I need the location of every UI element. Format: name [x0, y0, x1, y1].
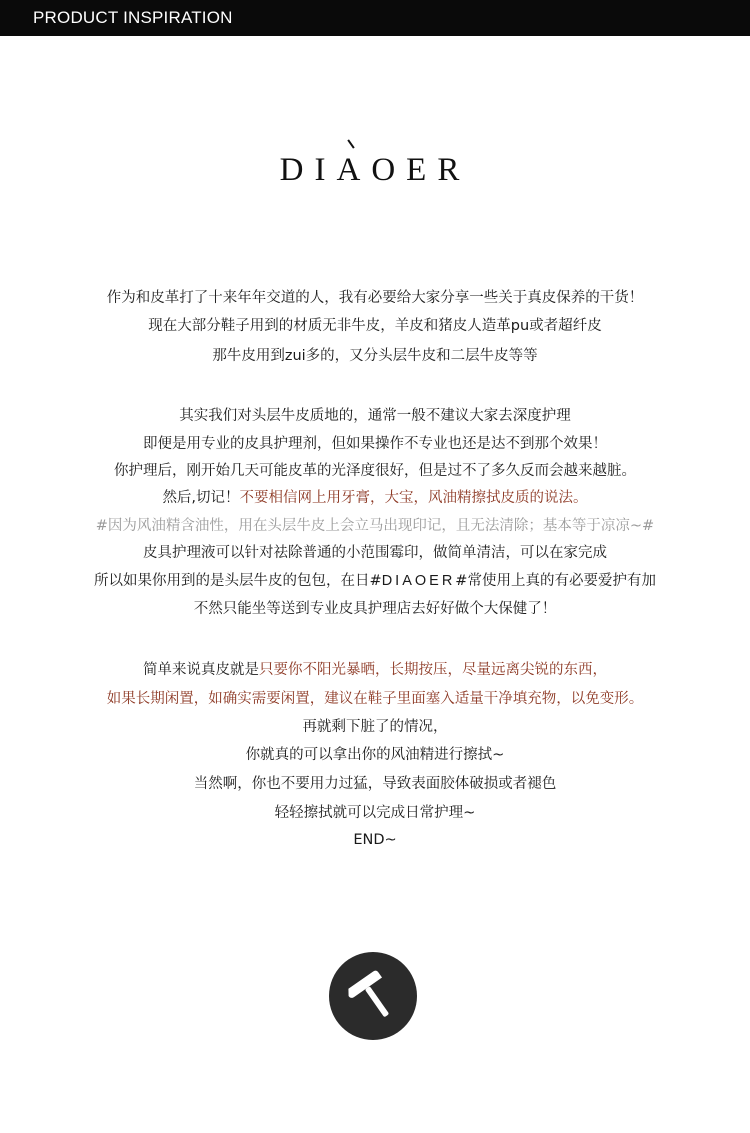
- intro-line-3: 那牛皮用到zui多的，又分头层牛皮和二层牛皮等等: [212, 348, 538, 364]
- tips-highlight-1: 只要你不阳光暴晒，长期按压，尽量远离尖锐的东西，: [259, 662, 607, 678]
- care-note: #因为风油精含油性，用在头层牛皮上会立马出现印记，且无法清除；基本等于凉凉~#: [95, 518, 655, 534]
- hammer-icon: [329, 952, 417, 1040]
- care-line-8: 不然只能坐等送到专业皮具护理店去好好做个大保健了！: [193, 601, 557, 617]
- tips-line-5: 当然啊，你也不要用力过猛，导致表面胶体破损或者褪色: [193, 776, 557, 792]
- care-line-7-lead: 所以如果你用到的是头层牛皮的包包，在日#: [94, 573, 382, 589]
- tips-line-1: [0, 660, 750, 680]
- care-line-6: 皮具护理液可以针对祛除普通的小范围霉印，做简单清洁，可以在家完成: [143, 545, 607, 561]
- care-line-4-lead: 然后,切记！: [162, 490, 240, 506]
- care-line-3: 你护理后，刚开始几天可能皮革的光泽度很好，但是过不了多久反而会越来越脏。: [114, 463, 636, 479]
- care-line-1: 其实我们对头层牛皮质地的，通常一般不建议大家去深度护理: [179, 408, 571, 424]
- tips-line-3: 再就剩下脏了的情况，: [302, 719, 448, 735]
- intro-line-1: 作为和皮革打了十来年年交道的人，我有必要给大家分享一些关于真皮保养的干货！: [106, 290, 644, 306]
- care-warning: 不要相信网上用牙膏，大宝，风油精擦拭皮质的说法。: [239, 490, 588, 506]
- brand-logo-text: DIA OER: [280, 152, 471, 188]
- intro-line-2: 现在大部分鞋子用到的材质无非牛皮，羊皮和猪皮人造革pu或者超纤皮: [148, 318, 602, 334]
- care-line-7-tail: #常使用上真的有必要爱护有加: [455, 573, 656, 589]
- care-line-2: 即便是用专业的皮具护理剂，但如果操作不专业也还是达不到那个效果！: [143, 436, 607, 452]
- tips-highlight-2: 如果长期闲置，如确实需要闲置，建议在鞋子里面塞入适量干净填充物，以免变形。: [106, 691, 644, 707]
- header-title: PRODUCT INSPIRATION: [33, 8, 233, 27]
- header-bar: [0, 0, 750, 36]
- hammer-badge: [329, 952, 417, 1040]
- care-line-4: [0, 488, 750, 508]
- care-line-7: [0, 571, 750, 591]
- tips-line-4: 你就真的可以拿出你的风油精进行擦拭~: [245, 747, 505, 763]
- end-text: END~: [353, 832, 397, 848]
- tips-line-6: 轻轻擦拭就可以完成日常护理~: [274, 805, 476, 821]
- tips-line-1-lead: 简单来说真皮就是: [143, 662, 259, 678]
- brand-inline: DIAOER: [381, 573, 456, 589]
- brand-logo: [0, 152, 750, 189]
